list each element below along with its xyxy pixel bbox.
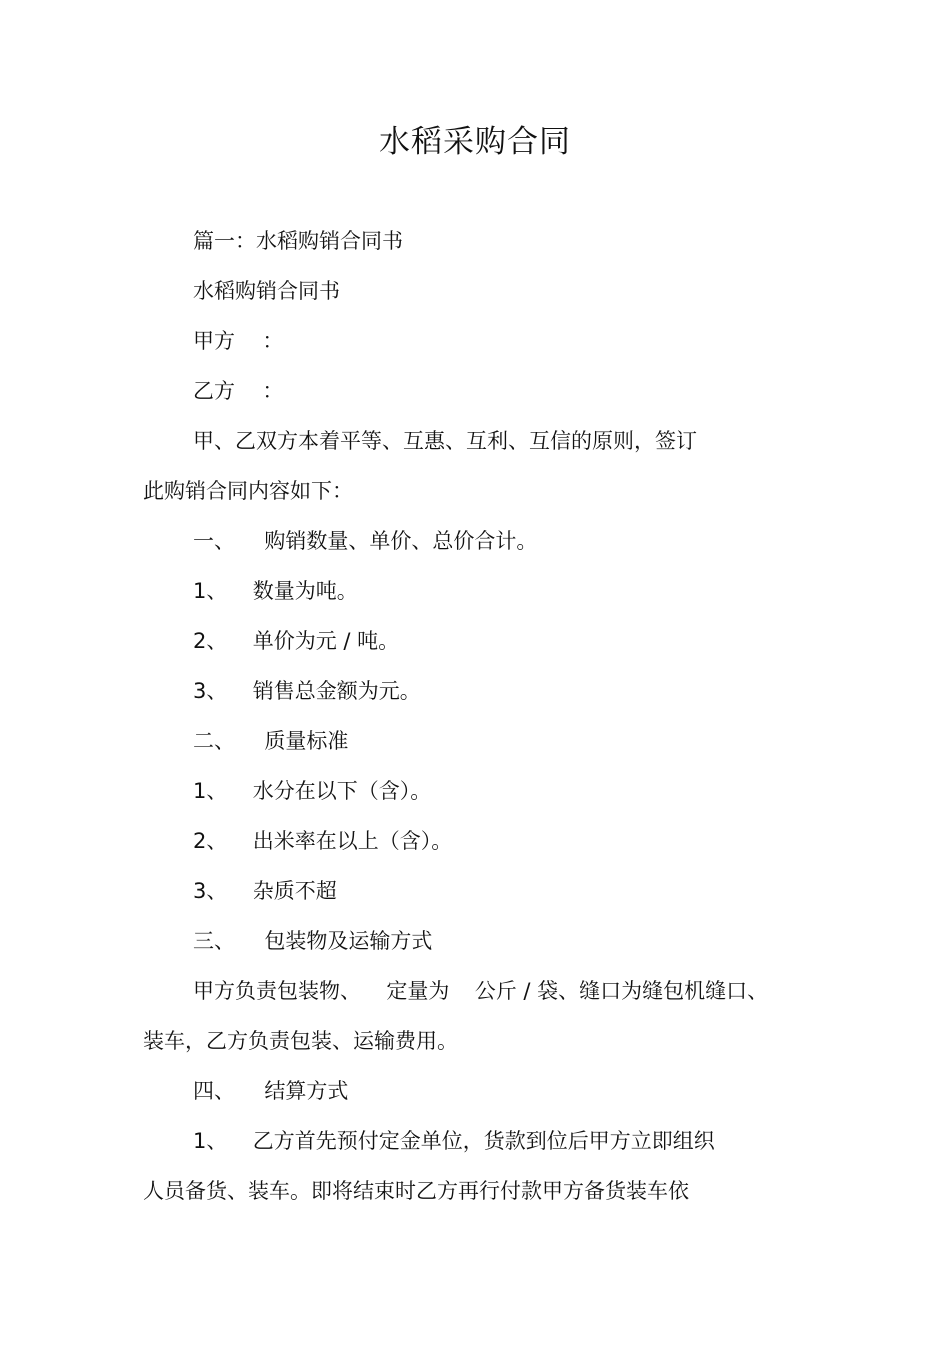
clause-3-paragraph-line-1 xyxy=(193,976,768,1006)
subtitle-line xyxy=(193,276,340,306)
clause-3-paragraph-line-2 xyxy=(143,1026,458,1056)
clause-4-number: 四、 xyxy=(193,1079,235,1103)
item-number: 2、 xyxy=(193,829,228,853)
document-title: 水稻采购合同 xyxy=(379,124,571,160)
item-number: 1、 xyxy=(193,779,228,803)
section-heading xyxy=(193,226,403,256)
clause-2-item-1 xyxy=(193,776,431,806)
item-text: 乙方首先预付定金单位，货款到位后甲方立即组织 xyxy=(252,1129,715,1153)
subtitle-text: 水稻购销合同书 xyxy=(193,279,340,303)
item-number: 1、 xyxy=(193,1129,228,1153)
party-b-colon: ： xyxy=(262,379,284,403)
clause-4-item-1 xyxy=(193,1126,715,1156)
clause-1-item-2 xyxy=(193,626,399,656)
clause-3-number: 三、 xyxy=(193,929,235,953)
clause-2-number: 二、 xyxy=(193,729,235,753)
item-number: 3、 xyxy=(193,879,228,903)
intro-line-1 xyxy=(193,426,697,456)
intro-text-1: 甲、乙双方本着平等、互惠、互利、互信的原则，签订 xyxy=(193,429,697,453)
clause-1-item-3 xyxy=(193,676,421,706)
clause-1-title: 购销数量、单价、总价合计。 xyxy=(264,529,538,553)
paragraph-text: 甲方负责包装物、 xyxy=(193,979,361,1003)
clause-4-item-1-continued xyxy=(143,1176,689,1206)
item-number: 3、 xyxy=(193,679,228,703)
item-text: 水分在以下（含）。 xyxy=(252,779,432,803)
clause-2-heading xyxy=(193,726,348,756)
item-text: 单价为元 / 吨。 xyxy=(252,629,400,653)
intro-text-2: 此购销合同内容如下： xyxy=(143,479,353,503)
item-text: 杂质不超 xyxy=(252,879,337,903)
clause-1-item-1 xyxy=(193,576,358,606)
party-b-label: 乙方 xyxy=(193,379,235,403)
party-a-line xyxy=(193,326,283,356)
clause-2-title: 质量标准 xyxy=(264,729,349,753)
item-text: 出米率在以上（含）。 xyxy=(252,829,453,853)
item-number: 1、 xyxy=(193,579,228,603)
item-text: 销售总金额为元。 xyxy=(252,679,421,703)
clause-2-item-2 xyxy=(193,826,452,856)
clause-3-heading xyxy=(193,926,432,956)
item-text: 人员备货、装车。即将结束时乙方再行付款甲方备货装车依 xyxy=(143,1179,689,1203)
section-heading-text: 篇一：水稻购销合同书 xyxy=(193,229,403,253)
intro-line-2 xyxy=(143,476,353,506)
party-b-line xyxy=(193,376,283,406)
clause-4-title: 结算方式 xyxy=(264,1079,349,1103)
party-a-colon: ： xyxy=(262,329,284,353)
party-a-label: 甲方 xyxy=(193,329,235,353)
item-text: 数量为吨。 xyxy=(252,579,358,603)
item-number: 2、 xyxy=(193,629,228,653)
paragraph-text: 公斤 / 袋、缝口为缝包机缝口、 xyxy=(474,979,769,1003)
paragraph-text: 定量为 xyxy=(386,979,450,1003)
clause-3-title: 包装物及运输方式 xyxy=(264,929,433,953)
paragraph-text: 装车，乙方负责包装、运输费用。 xyxy=(143,1029,458,1053)
clause-1-number: 一、 xyxy=(193,529,235,553)
clause-4-heading xyxy=(193,1076,348,1106)
clause-2-item-3 xyxy=(193,876,337,906)
clause-1-heading xyxy=(193,526,537,556)
